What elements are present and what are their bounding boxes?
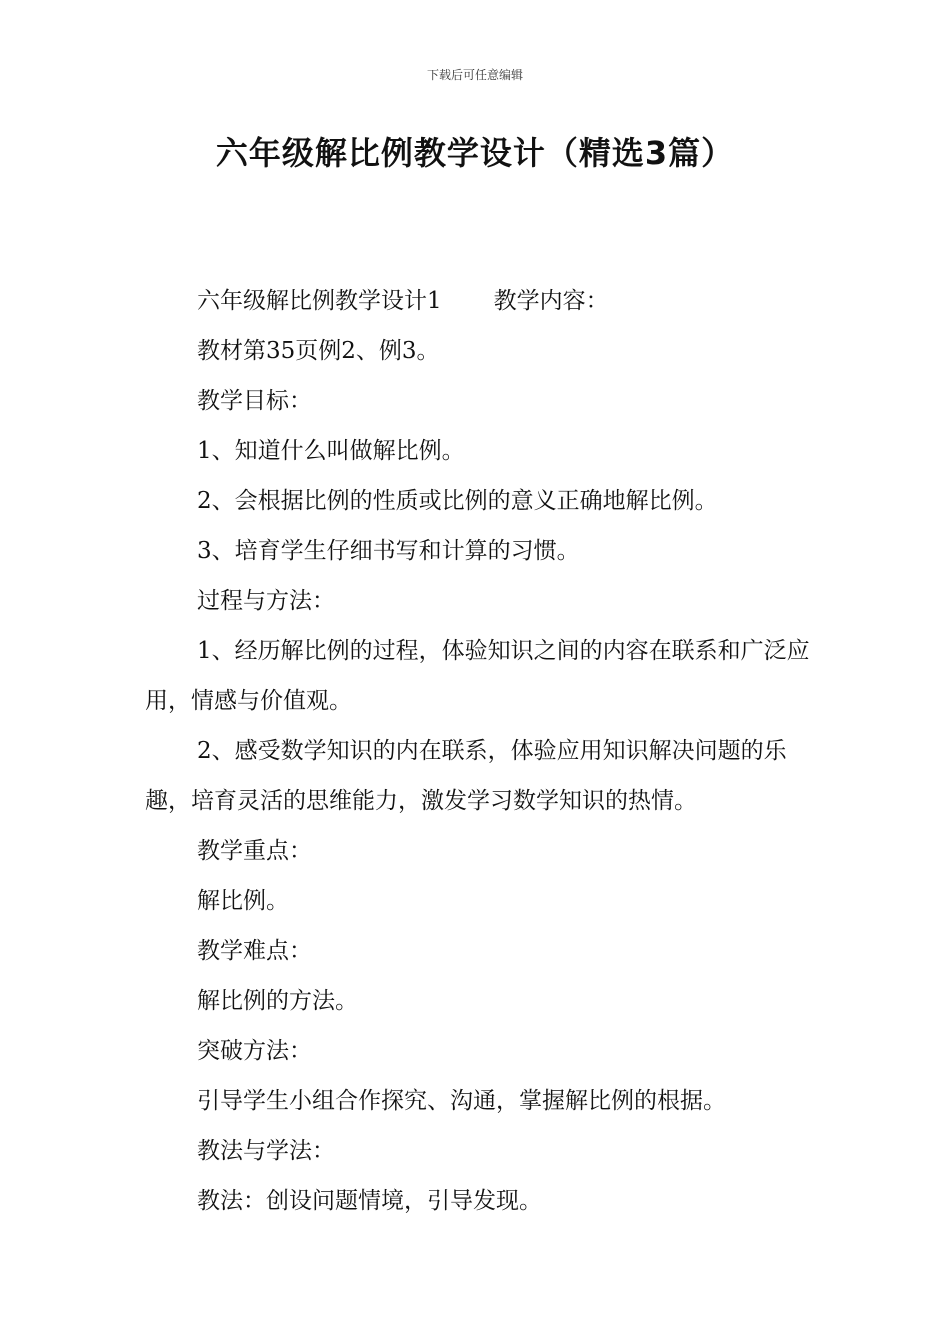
document-body (145, 276, 810, 1226)
header-note: 下载后可任意编辑 (426, 68, 523, 82)
paragraph: 教材第35页例2、例3。 (197, 338, 440, 364)
paragraph: 2、会根据比例的性质或比例的意义正确地解比例。 (197, 488, 718, 514)
section-title: 六年级解比例教学设计1 (197, 288, 442, 314)
document-title: 六年级解比例教学设计（精选3篇） (215, 134, 735, 172)
paragraph: 解比例。 (197, 888, 289, 914)
paragraph: 教学难点： (197, 938, 312, 964)
paragraph: 解比例的方法。 (197, 988, 358, 1014)
paragraph: 1、经历解比例的过程，体验知识之间的内容在联系和广泛应用，情感与价值观。 (145, 638, 810, 714)
paragraph: 引导学生小组合作探究、沟通，掌握解比例的根据。 (197, 1088, 726, 1114)
paragraph-heading-line (145, 276, 810, 326)
paragraph: 3、培育学生仔细书写和计算的习惯。 (197, 538, 580, 564)
teaching-content-label: 教学内容： (493, 288, 609, 314)
paragraph: 教法：创设问题情境，引导发现。 (197, 1188, 542, 1214)
paragraph: 过程与方法： (197, 588, 335, 614)
paragraph: 突破方法： (197, 1038, 312, 1064)
paragraph: 教学重点： (197, 838, 312, 864)
paragraph: 教法与学法： (197, 1138, 335, 1164)
paragraph: 1、知道什么叫做解比例。 (197, 438, 465, 464)
paragraph: 教学目标： (197, 388, 312, 414)
paragraph: 2、感受数学知识的内在联系，体验应用知识解决问题的乐趣，培育灵活的思维能力，激发学习数学知识的热情。 (145, 738, 787, 814)
